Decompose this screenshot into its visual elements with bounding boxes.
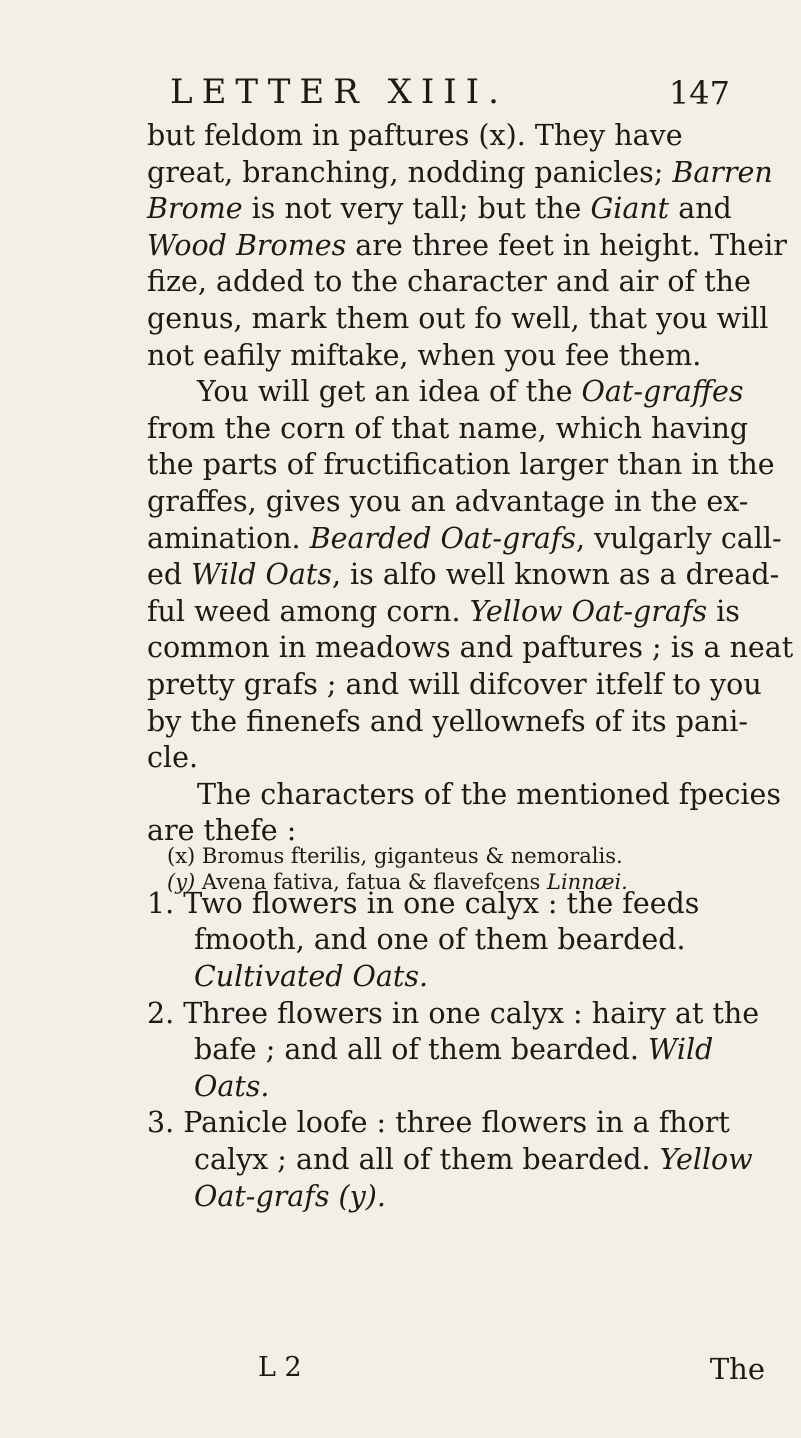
- italic-span: Giant: [590, 192, 670, 226]
- italic-span: Brome: [147, 192, 243, 226]
- text-span: not eafily miftake, when you fee them.: [147, 338, 702, 372]
- list-item: [147, 1105, 767, 1142]
- text-line: [147, 521, 782, 558]
- running-header: [170, 72, 730, 116]
- footnote-text: Avena fativa, fatua & flavefcens: [195, 870, 548, 894]
- italic-span: Oat-grafs: [194, 1179, 330, 1213]
- body-text: [147, 118, 794, 1215]
- text-span: is: [707, 594, 740, 628]
- text-line: [147, 630, 794, 667]
- text-span: You will get an idea of the: [197, 375, 582, 409]
- text-span: the parts of fructification larger than in the: [147, 448, 775, 482]
- footnote: [167, 869, 767, 895]
- text-span: Panicle loofe : three flowers in a fhort: [183, 1106, 730, 1140]
- text-span: but feldom in paftures (x). They have: [147, 119, 683, 152]
- italic-span: Wild: [648, 1033, 714, 1067]
- text-span: are three feet in height. Their: [346, 228, 787, 262]
- text-line: [147, 191, 767, 228]
- text-line: [147, 1069, 767, 1106]
- text-line: [147, 1142, 767, 1179]
- text-line: [147, 374, 767, 411]
- text-line: [147, 338, 767, 375]
- text-span: fize, added to the character and air of the: [147, 265, 751, 299]
- text-line: [147, 594, 767, 631]
- footnotes: [167, 843, 767, 895]
- catch-word: The: [709, 1352, 765, 1386]
- text-span: are thefe :: [147, 814, 297, 848]
- text-line: [147, 447, 775, 484]
- text-span: ful weed among corn.: [147, 594, 470, 628]
- text-line: [147, 155, 773, 192]
- text-span: calyx ; and all of them bearded.: [194, 1143, 660, 1177]
- item-number: 1.: [147, 886, 175, 920]
- italic-span: Wood Bromes: [147, 228, 347, 262]
- list-item: [147, 996, 767, 1033]
- text-span: , is alfo well known as a dread-: [331, 558, 780, 592]
- footnote-text: Bromus fterilis, giganteus & nemoralis.: [195, 844, 623, 868]
- text-line: [147, 777, 782, 814]
- text-line: [147, 301, 767, 338]
- text-span: , vulgarly call-: [576, 521, 782, 555]
- text-span: from the corn of that name, which having: [147, 411, 749, 445]
- text-line: [147, 740, 767, 777]
- italic-span: Bearded Oat-grafs: [309, 521, 576, 555]
- italic-span: Yellow: [659, 1143, 753, 1177]
- italic-span: Wild Oats: [191, 558, 332, 592]
- footnote: [167, 843, 767, 869]
- text-line: [147, 704, 767, 741]
- page-number: 147: [668, 74, 730, 112]
- italic-span: (y).: [329, 1179, 386, 1213]
- text-line: [147, 484, 767, 521]
- italic-span: Cultivated Oats.: [194, 960, 429, 994]
- text-line: [147, 667, 767, 704]
- text-span: cle.: [147, 741, 199, 775]
- page-footer: [0, 1352, 801, 1386]
- text-line: [147, 228, 787, 265]
- text-span: graffes, gives you an advantage in the ex-: [147, 484, 749, 518]
- text-line: [147, 264, 767, 301]
- italic-span: Oats.: [194, 1069, 270, 1103]
- text-line: [147, 411, 767, 448]
- text-span: common in meadows and paftures ; is a neat: [147, 631, 794, 665]
- text-span: The characters of the mentioned fpecies: [197, 777, 782, 811]
- text-span: ed: [147, 558, 192, 592]
- text-span: Three flowers in one calyx : hairy at the: [183, 996, 760, 1030]
- text-line: [147, 959, 767, 996]
- text-span: fmooth, and one of them bearded.: [194, 923, 686, 957]
- footnote-mark: (x): [167, 844, 196, 868]
- text-line: [147, 922, 767, 959]
- italic-span: Yellow Oat-grafs: [469, 594, 708, 628]
- text-span: is not very tall; but the: [242, 192, 591, 226]
- footnote-mark: (y): [167, 870, 196, 894]
- italic-span: Oat-graffes: [581, 375, 744, 409]
- italic-span: Barren: [672, 155, 773, 189]
- italic-span: Linnæi.: [547, 870, 628, 894]
- text-line: [147, 1179, 767, 1216]
- item-number: 3.: [147, 1106, 175, 1140]
- text-span: amination.: [147, 521, 310, 555]
- text-line: [147, 1032, 767, 1069]
- text-span: and: [669, 192, 732, 226]
- text-span: by the finenefs and yellownefs of its pani-: [147, 704, 749, 738]
- signature-mark: L 2: [258, 1352, 302, 1383]
- text-line: [147, 557, 780, 594]
- text-span: bafe ; and all of them bearded.: [194, 1033, 649, 1067]
- text-span: Two flowers in one calyx : the feeds: [183, 886, 700, 920]
- text-span: great, branching, nodding panicles;: [147, 155, 673, 189]
- item-number: 2.: [147, 996, 175, 1030]
- text-span: genus, mark them out fo well, that you will: [147, 301, 769, 335]
- text-span: pretty grafs ; and will difcover itfelf to you: [147, 667, 762, 701]
- letter-title: LETTER XIII.: [170, 72, 508, 112]
- text-line: [147, 118, 767, 155]
